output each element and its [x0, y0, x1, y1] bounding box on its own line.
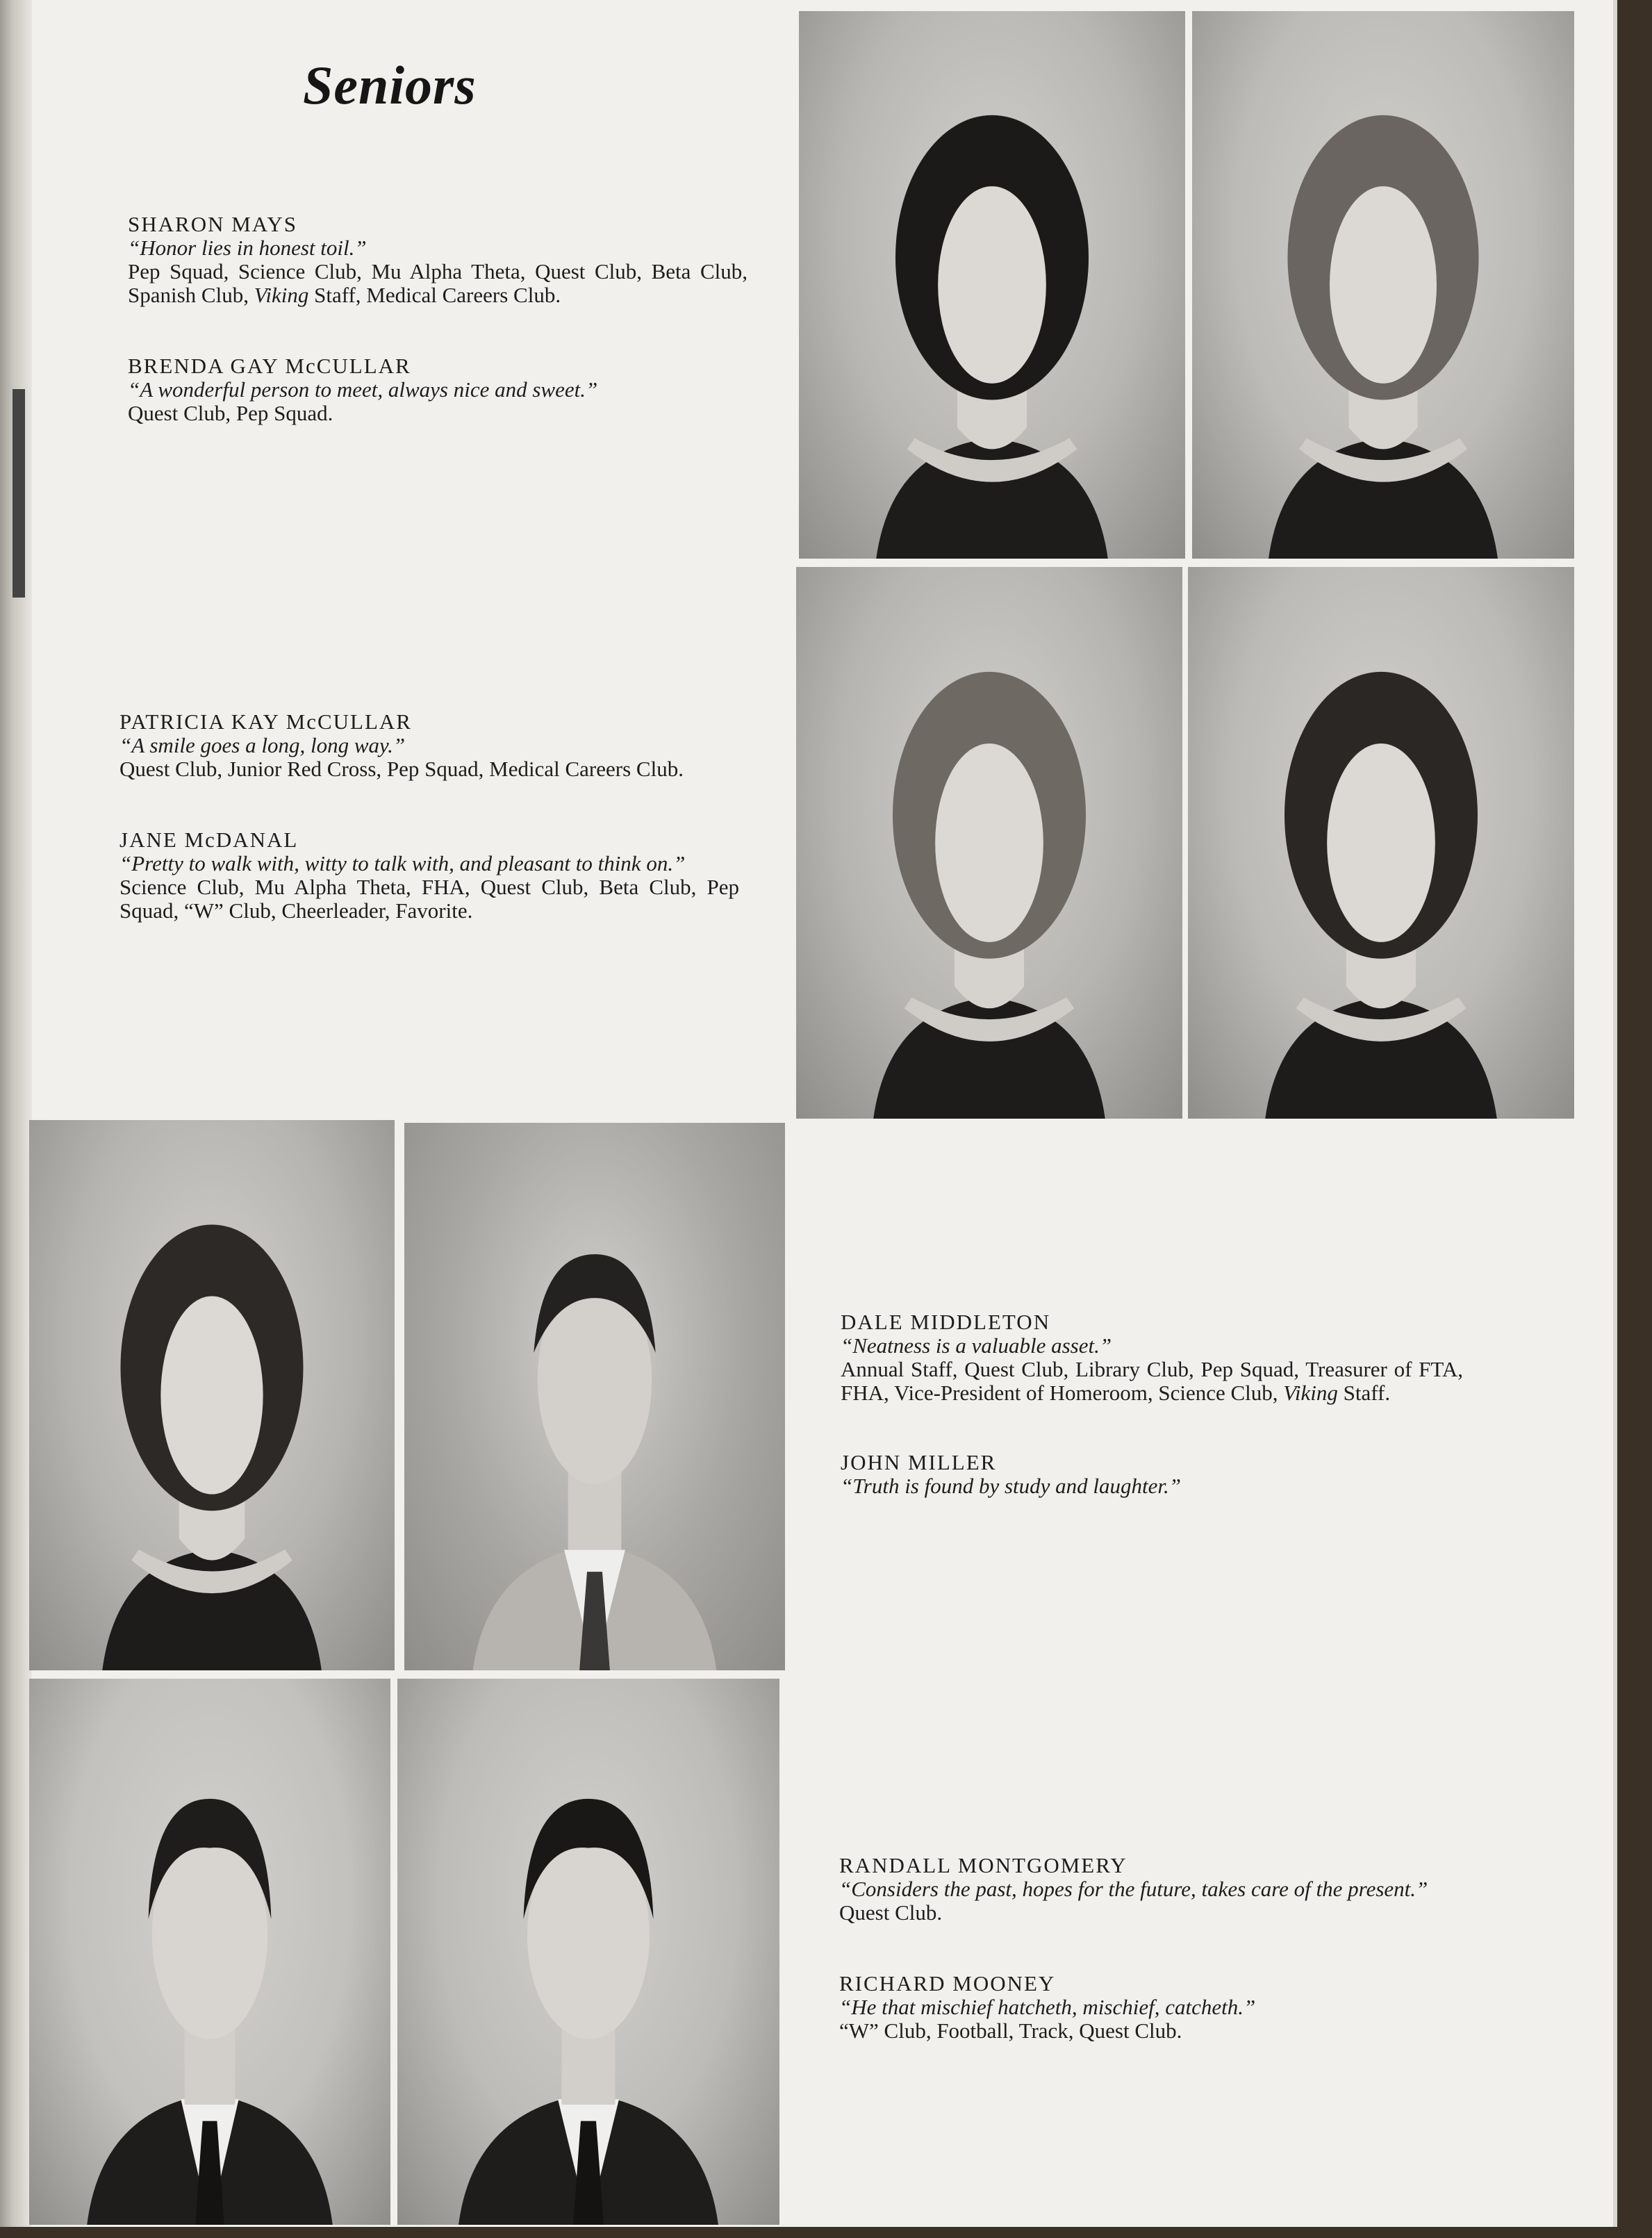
entry-jane-mcdanal: [119, 828, 739, 923]
entry-activities: [128, 402, 747, 425]
entry-brenda-gay-mccullar: [128, 354, 747, 425]
entry-name: BRENDA GAY McCULLAR: [128, 354, 411, 378]
activity-text: Science Club, Mu Alpha Theta, FHA, Quest Club, Beta Club, Pep Squad, “W” Club, Cheerleader, Favorite.: [119, 875, 739, 923]
portrait-silhouette: [796, 567, 1182, 1119]
portrait-brenda-gay-mccullar: [1192, 11, 1574, 559]
entry-dale-middleton: [841, 1310, 1463, 1405]
entry-sharon-mays: [128, 213, 747, 307]
portrait-richard-mooney: [397, 1679, 779, 2225]
entry-activities: [839, 2019, 1462, 2043]
portrait-silhouette: [29, 1120, 395, 1670]
portrait-jane-mcdanal: [1188, 567, 1574, 1119]
entry-activities: [119, 875, 739, 923]
portrait-patricia-kay-mccullar: [796, 567, 1182, 1119]
entry-john-miller: [841, 1451, 1463, 1498]
portrait-dale-middleton: [29, 1120, 395, 1670]
activity-text: “W” Club, Football, Track, Quest Club.: [839, 2018, 1182, 2043]
entry-name: SHARON MAYS: [128, 212, 297, 236]
entry-name: JOHN MILLER: [841, 1450, 997, 1474]
entry-name: DALE MIDDLETON: [841, 1310, 1051, 1334]
entry-quote: “Neatness is a valuable asset.”: [841, 1333, 1112, 1358]
entry-quote: “Pretty to walk with, witty to talk with, and pleasant to think on.”: [119, 851, 686, 875]
entry-quote: “Truth is found by study and laughter.”: [841, 1474, 1182, 1498]
entry-randall-montgomery: [839, 1854, 1462, 1925]
portrait-silhouette: [799, 11, 1185, 559]
page-title: Seniors: [303, 55, 477, 115]
activity-text: Quest Club, Junior Red Cross, Pep Squad, Medical Careers Club.: [119, 757, 684, 781]
activity-text: Annual Staff, Quest Club, Library Club, Pep Squad, Treasurer of FTA, FHA, Vice-President of Homeroom, Science Club,: [841, 1357, 1463, 1405]
italic-segment: Viking: [1283, 1381, 1338, 1405]
portrait-silhouette: [1192, 11, 1574, 559]
italic-segment: Viking: [254, 283, 309, 307]
activity-text: Staff.: [1337, 1381, 1391, 1405]
entry-name: RICHARD MOONEY: [839, 1971, 1056, 1996]
portrait-silhouette: [29, 1679, 390, 2225]
activity-text: Quest Club.: [839, 1900, 943, 1925]
activity-text: Pep Squad, Science Club, Mu Alpha Theta, Quest Club, Beta Club, Spanish Club,: [128, 259, 747, 307]
activity-text: Quest Club, Pep Squad.: [128, 401, 333, 425]
entry-quote: “Honor lies in honest toil.”: [128, 236, 367, 260]
portrait-sharon-mays: [799, 11, 1185, 559]
entry-name: PATRICIA KAY McCULLAR: [119, 709, 412, 734]
portrait-silhouette: [397, 1679, 779, 2225]
entry-quote: “Considers the past, hopes for the future, takes care of the present.”: [839, 1877, 1428, 1901]
entry-activities: [119, 757, 739, 781]
entry-activities: [839, 1901, 1462, 1925]
activity-text: Staff, Medical Careers Club.: [308, 283, 561, 307]
portrait-john-miller: [404, 1123, 785, 1670]
entry-name: RANDALL MONTGOMERY: [839, 1853, 1128, 1877]
entry-quote: “He that mischief hatcheth, mischief, catcheth.”: [839, 1995, 1256, 2019]
entry-richard-mooney: [839, 1972, 1462, 2043]
spine-tab: [13, 389, 25, 598]
portrait-silhouette: [1188, 567, 1574, 1119]
page-spine: [0, 0, 32, 2227]
entry-quote: “A wonderful person to meet, always nice and sweet.”: [128, 377, 598, 402]
entry-activities: [128, 260, 747, 307]
entry-patricia-kay-mccullar: [119, 710, 739, 781]
entry-quote: “A smile goes a long, long way.”: [119, 733, 406, 757]
entry-name: JANE McDANAL: [119, 828, 299, 852]
portrait-silhouette: [404, 1123, 785, 1670]
entry-activities: [841, 1358, 1463, 1405]
portrait-randall-montgomery: [29, 1679, 390, 2225]
